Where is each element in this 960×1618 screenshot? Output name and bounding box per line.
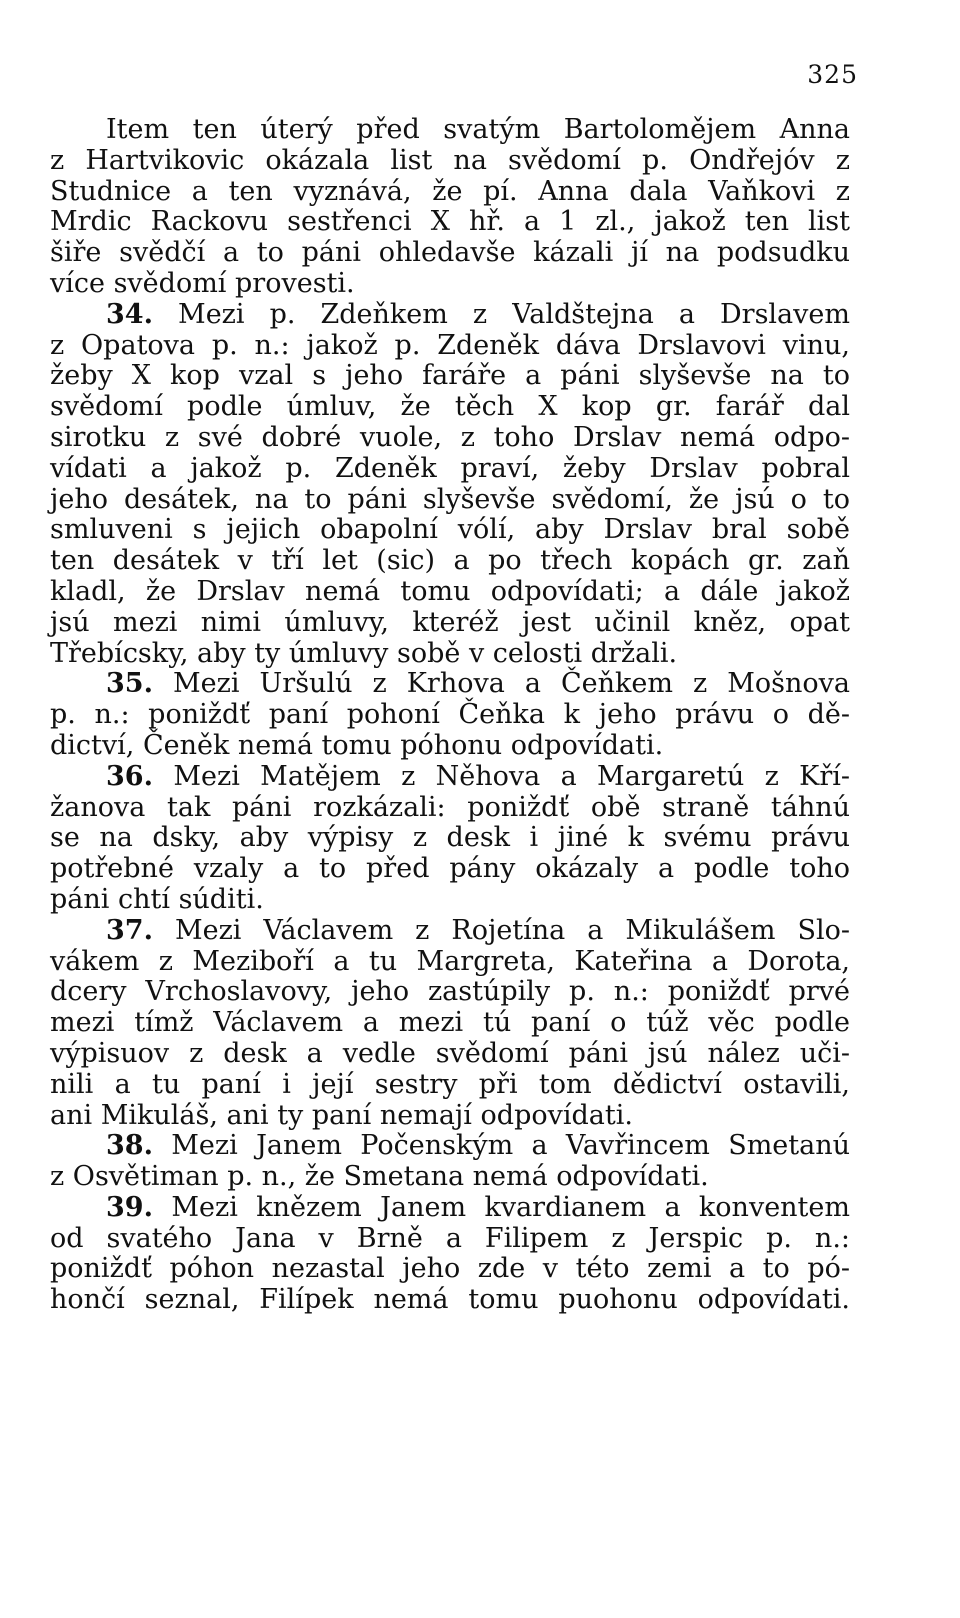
line-text: z Osvětiman p. n., že Smetana nemá odpovídati. — [50, 1161, 709, 1193]
text-line — [50, 423, 850, 454]
line-text: Mezi knězem Janem kvardianem a konventem — [152, 1191, 850, 1223]
text-line — [50, 546, 850, 577]
text-line — [50, 485, 850, 516]
text-line — [50, 361, 850, 392]
line-text: sirotku z své dobré vuole, z toho Drslav nemá odpo- — [50, 421, 850, 453]
line-text: od svatého Jana v Brně a Filipem z Jerspic p. n.: — [50, 1222, 850, 1254]
text-line — [50, 947, 850, 978]
text-line — [50, 885, 850, 916]
text-line — [50, 823, 850, 854]
text-block — [50, 115, 850, 1316]
text-line — [50, 1131, 850, 1162]
line-text: ten desátek v tří let (sic) a po třech kopách gr. zaň — [50, 545, 850, 577]
entry-number: 39. — [106, 1191, 153, 1223]
line-text: Studnice a ten vyznává, že pí. Anna dala Vaňkovi z — [50, 175, 850, 207]
text-line — [50, 977, 850, 1008]
line-text: nili a tu paní i její sestry při tom dědictví ostavili, — [50, 1068, 850, 1100]
line-text: mezi tímž Václavem a mezi tú paní o túž věc podle — [50, 1007, 850, 1039]
text-line — [50, 269, 850, 300]
entry-number: 37. — [106, 914, 153, 946]
line-text: Mezi Janem Počenským a Vavřincem Smetanú — [152, 1130, 850, 1162]
line-text: žeby X kop vzal s jeho faráře a páni slyševše na to — [50, 360, 850, 392]
text-line — [50, 762, 850, 793]
text-line — [50, 1039, 850, 1070]
entry-number: 35. — [106, 668, 153, 700]
text-line — [50, 454, 850, 485]
line-text: Item ten úterý před svatým Bartolomějem Anna — [106, 114, 850, 145]
line-text: dictví, Čeněk nemá tomu póhonu odpovídati. — [50, 729, 664, 761]
text-line — [50, 1193, 850, 1224]
text-line — [50, 300, 850, 331]
text-line — [50, 392, 850, 423]
line-text: jsú mezi nimi úmluvy, kteréž jest učinil kněz, opat — [50, 606, 850, 638]
line-text: z Opatova p. n.: jakož p. Zdeněk dáva Drslavovi vinu, — [50, 329, 850, 361]
line-text: smluveni s jejich obapolní vólí, aby Drslav bral sobě — [50, 514, 850, 546]
text-line — [50, 669, 850, 700]
page-number: 325 — [807, 60, 858, 89]
text-line — [50, 1224, 850, 1255]
entry-number: 38. — [106, 1130, 153, 1162]
line-text: svědomí podle úmluv, že těch X kop gr. farář dal — [50, 391, 850, 423]
line-text: Mezi Matějem z Něhova a Margaretú z Kří- — [152, 760, 850, 792]
line-text: jeho desátek, na to páni slyševše svědomí, že jsú o to — [50, 483, 850, 515]
entry-number: 36. — [106, 760, 153, 792]
text-line — [50, 1101, 850, 1132]
line-text: poniždť póhon nezastal jeho zde v této zemi a to pó- — [50, 1253, 850, 1285]
line-text: potřebné vzaly a to před pány okázaly a podle toho — [50, 853, 850, 885]
line-text: Mezi Václavem z Rojetína a Mikulášem Slo- — [152, 914, 850, 946]
line-text: z Hartvikovic okázala list na svědomí p. Ondřejóv z — [50, 144, 850, 176]
line-text: se na dsky, aby výpisy z desk i jiné k svému právu — [50, 822, 850, 854]
text-line — [50, 854, 850, 885]
text-line — [50, 793, 850, 824]
text-line — [50, 238, 850, 269]
text-line — [50, 577, 850, 608]
line-text: hončí seznal, Filípek nemá tomu puohonu odpovídati. — [50, 1284, 850, 1316]
line-text: Třebícsky, aby ty úmluvy sobě v celosti držali. — [50, 637, 678, 669]
entry-number: 34. — [106, 298, 153, 330]
line-text: kladl, že Drslav nemá tomu odpovídati; a dále jakož — [50, 575, 850, 607]
text-line — [50, 916, 850, 947]
text-line — [50, 1254, 850, 1285]
line-text: vídati a jakož p. Zdeněk praví, žeby Drslav pobral — [50, 452, 850, 484]
line-text: Mezi Uršulú z Krhova a Čeňkem z Mošnova — [152, 668, 850, 700]
line-text: šiře svědčí a to páni ohledavše kázali jí na podsudku — [50, 237, 850, 269]
text-line — [50, 639, 850, 670]
text-line — [50, 1162, 850, 1193]
text-line — [50, 115, 850, 146]
text-line — [50, 177, 850, 208]
text-line — [50, 515, 850, 546]
line-text: více svědomí provesti. — [50, 267, 355, 299]
line-text: vákem z Meziboří a tu Margreta, Kateřina a Dorota, — [50, 945, 850, 977]
line-text: Mrdic Rackovu sestřenci X hř. a 1 zl., jakož ten list — [50, 206, 850, 238]
text-line — [50, 331, 850, 362]
line-text: páni chtí súditi. — [50, 883, 264, 915]
line-text: dcery Vrchoslavovy, jeho zastúpily p. n.: poniždť prvé — [50, 976, 850, 1008]
text-line — [50, 1070, 850, 1101]
text-line — [50, 207, 850, 238]
text-line — [50, 731, 850, 762]
text-line — [50, 608, 850, 639]
line-text: Mezi p. Zdeňkem z Valdštejna a Drslavem — [152, 298, 850, 330]
text-line — [50, 146, 850, 177]
line-text: žanova tak páni rozkázali: poniždť obě straně táhnú — [50, 791, 850, 823]
line-text: p. n.: poniždť paní pohoní Čeňka k jeho právu o dě- — [50, 699, 850, 731]
text-line — [50, 1008, 850, 1039]
line-text: ani Mikuláš, ani ty paní nemají odpovídati. — [50, 1099, 633, 1131]
text-line — [50, 700, 850, 731]
line-text: výpisuov z desk a vedle svědomí páni jsú nález uči- — [50, 1037, 850, 1069]
text-line — [50, 1285, 850, 1316]
